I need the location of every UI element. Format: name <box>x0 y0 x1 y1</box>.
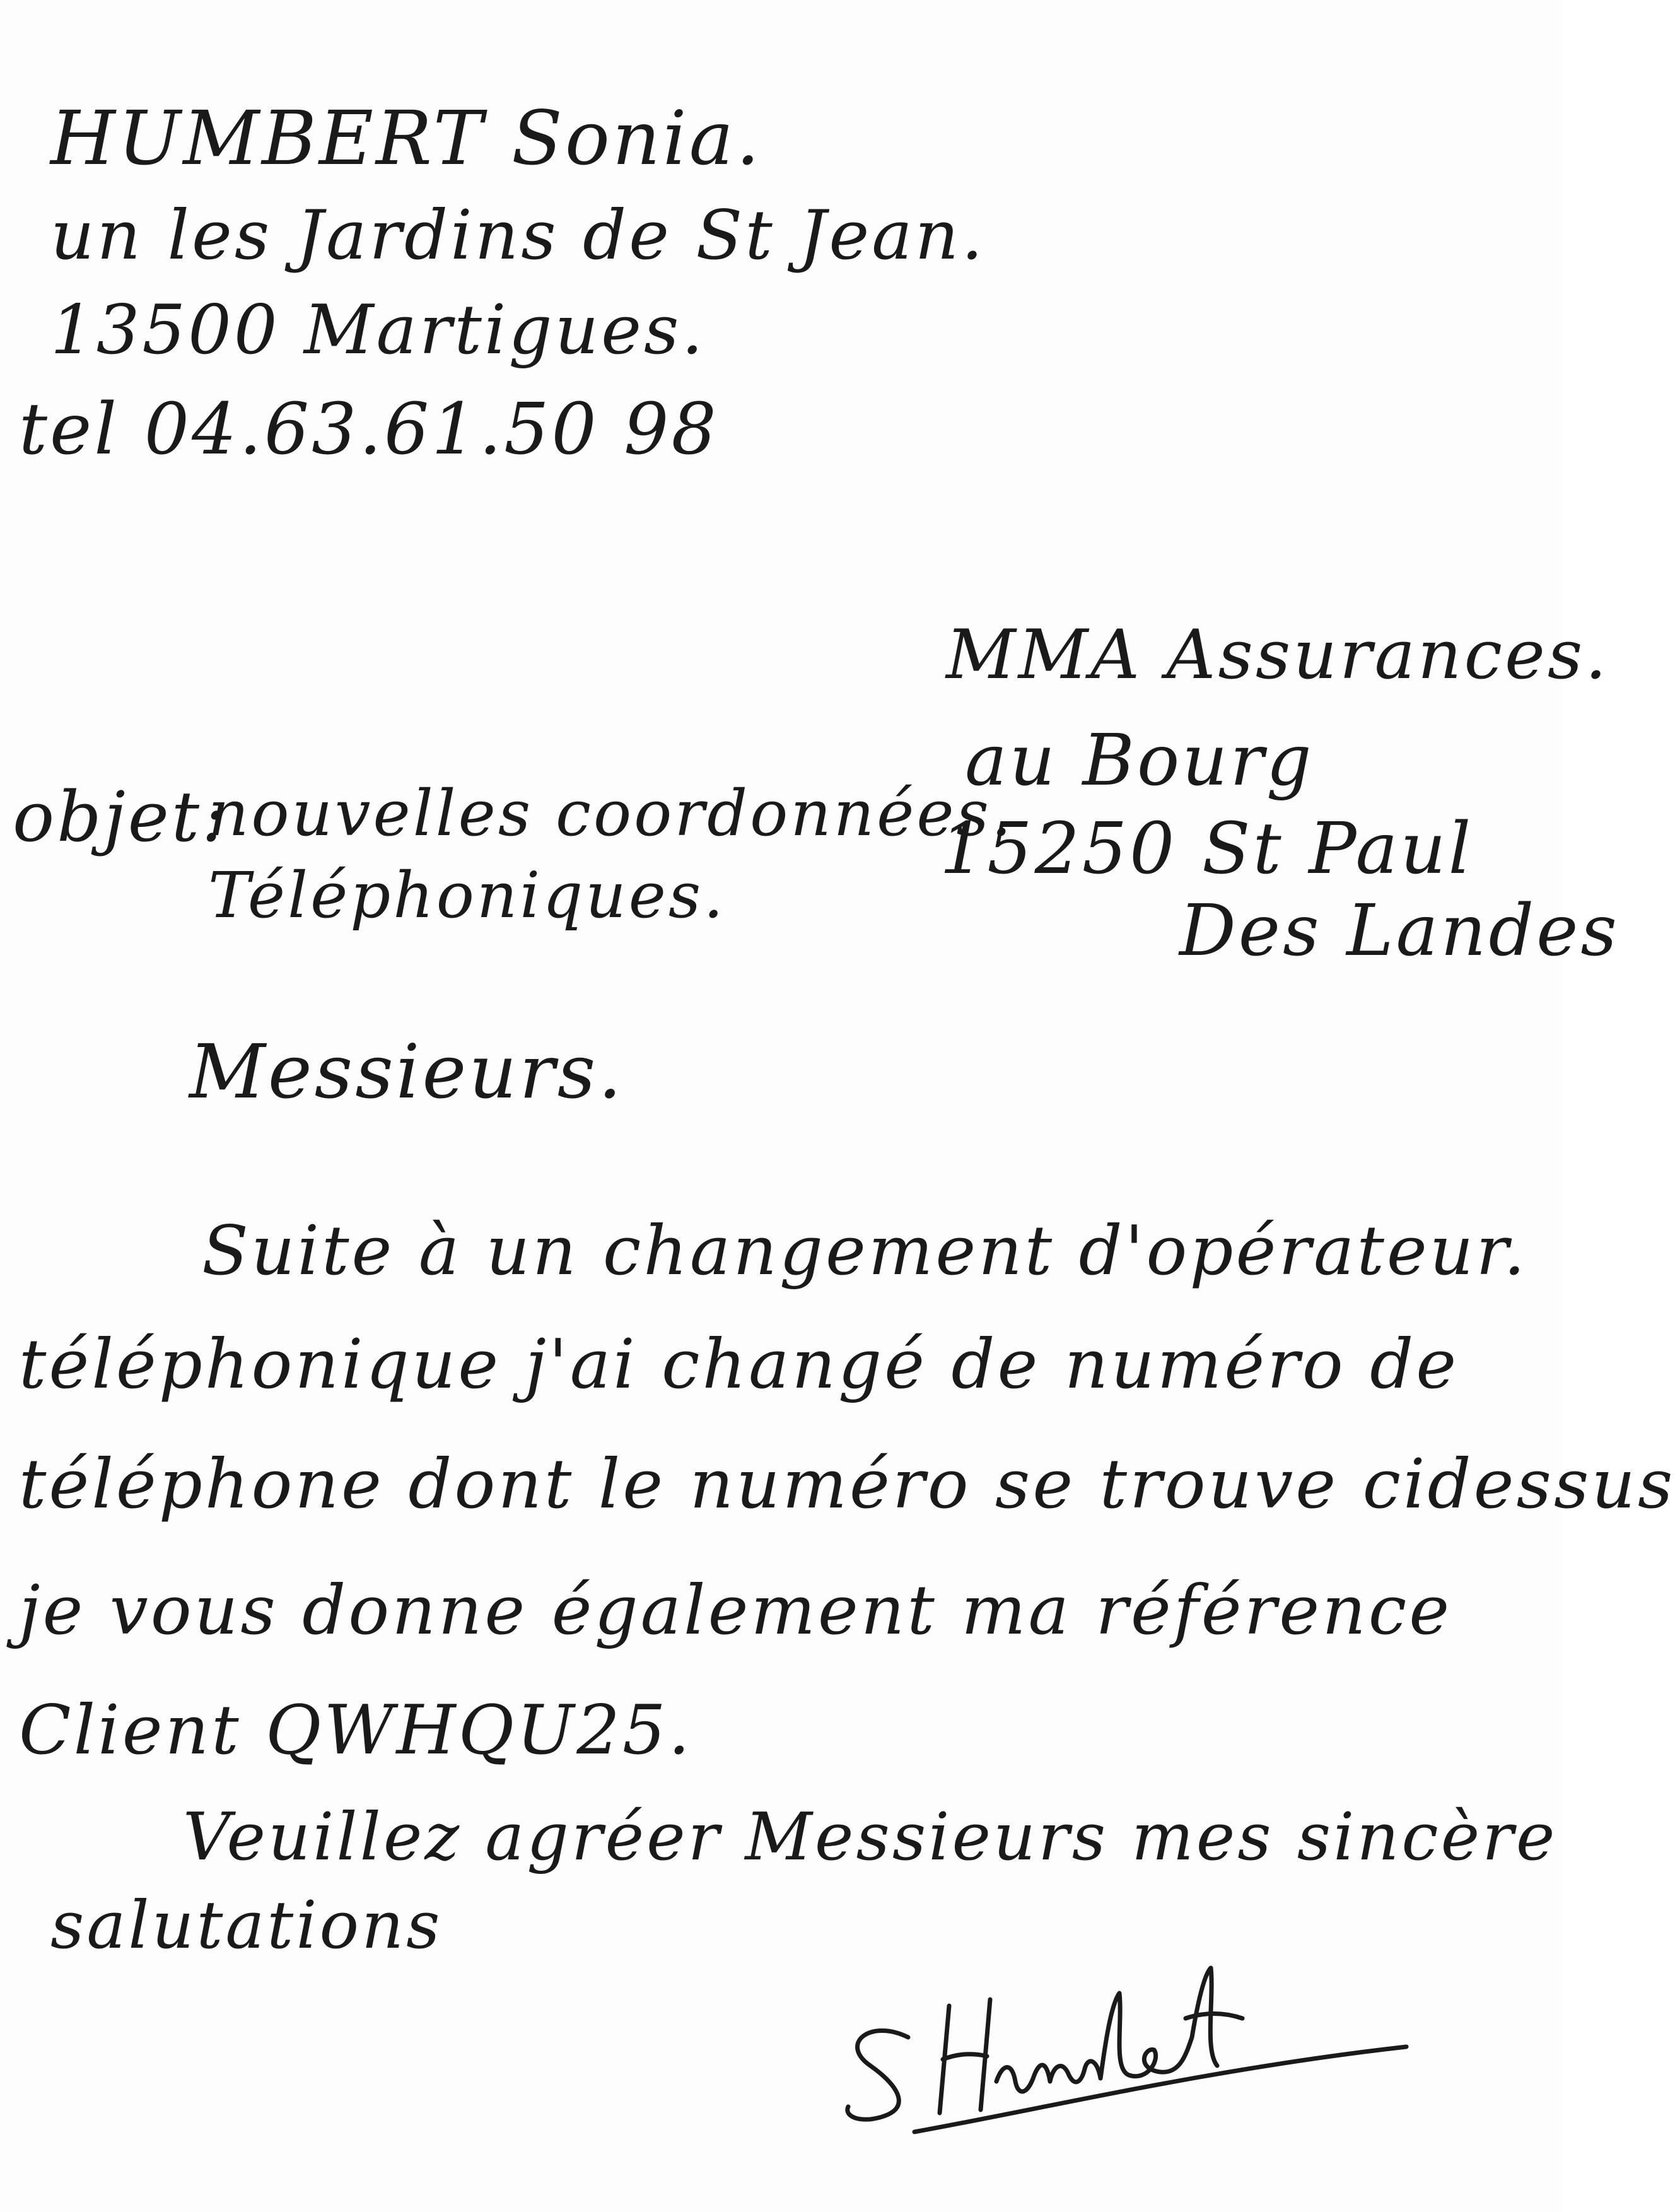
subject-label: objet: <box>13 776 228 857</box>
salutation: Messieurs. <box>189 1028 624 1115</box>
sender-name: HUMBERT Sonia. <box>50 95 762 182</box>
body-line: je vous donne également ma référence <box>19 1571 1452 1650</box>
signature <box>832 1924 1413 2138</box>
recipient-name: MMA Assurances. <box>946 616 1609 694</box>
subject-line-1: nouvelles coordonnées. <box>208 776 1014 850</box>
recipient-street: au Bourg <box>965 720 1314 802</box>
sender-street: un les Jardins de St Jean. <box>50 196 986 275</box>
sender-phone: tel 04.63.61.50 98 <box>19 389 719 471</box>
body-line: Suite à un changement d'opérateur. <box>202 1212 1528 1290</box>
recipient-area: Des Landes <box>1179 890 1620 972</box>
subject-line-2: Téléphoniques. <box>208 858 726 932</box>
body-line: Client QWHQU25. <box>19 1691 692 1770</box>
body-line: téléphonique j'ai changé de numéro de <box>19 1325 1459 1404</box>
body-line: téléphone dont le numéro se trouve cidessus <box>19 1445 1675 1524</box>
closing-line: salutations <box>50 1887 443 1963</box>
recipient-city: 15250 St Paul <box>940 808 1474 890</box>
closing-line: Veuillez agréer Messieurs mes sincère <box>183 1798 1558 1875</box>
sender-city: 13500 Martigues. <box>50 291 706 370</box>
